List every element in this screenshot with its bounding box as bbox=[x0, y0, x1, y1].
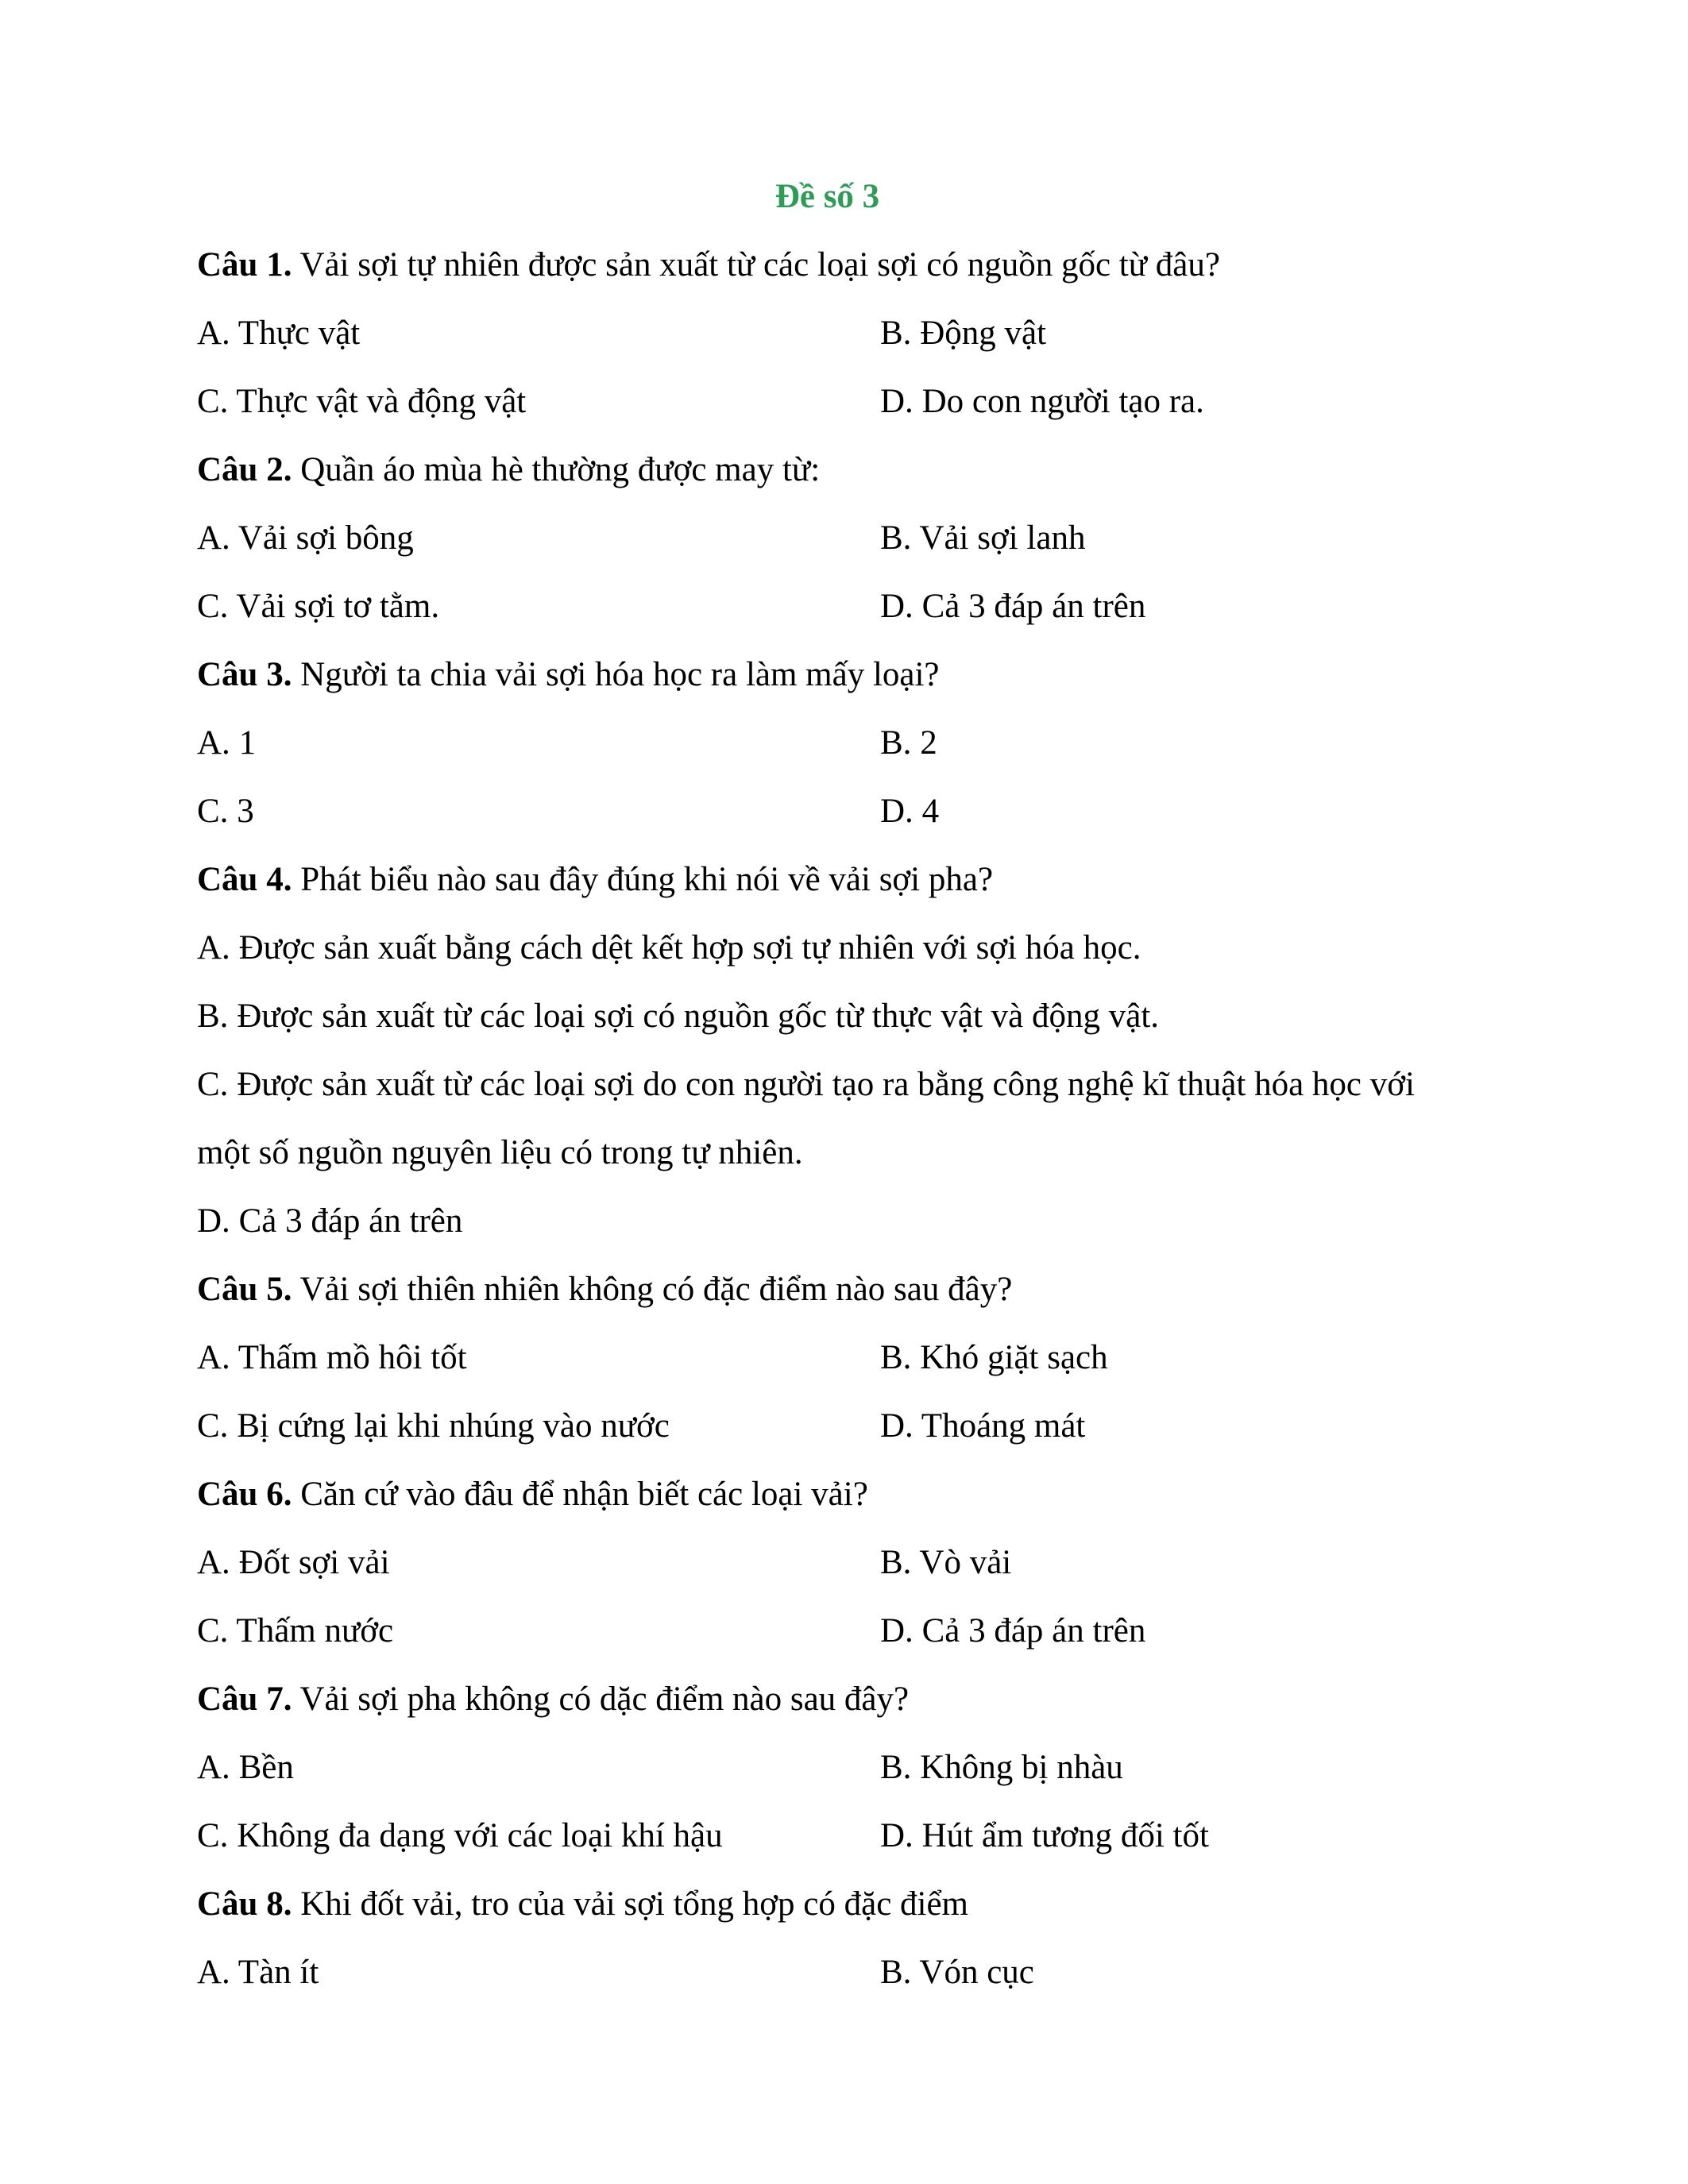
option bbox=[880, 1802, 1458, 1870]
question-number: Câu 6. bbox=[197, 1476, 292, 1513]
option-text: Cả 3 đáp án trên bbox=[921, 588, 1146, 625]
option-label: C. bbox=[197, 1612, 229, 1650]
option-text: Vò vải bbox=[919, 1544, 1012, 1581]
option bbox=[880, 504, 1458, 573]
options-row bbox=[197, 1939, 1458, 2007]
option-text: Bị cứng lại khi nhúng vào nước bbox=[237, 1407, 670, 1445]
option-label: B. bbox=[880, 1544, 912, 1581]
option-label: D. bbox=[880, 1817, 914, 1854]
option-label: B. bbox=[880, 724, 912, 762]
option-label: A. bbox=[197, 1749, 230, 1786]
option-label: C. bbox=[197, 793, 229, 830]
options-row bbox=[197, 1734, 1458, 1802]
question-block bbox=[197, 1665, 1458, 1870]
option-text: Được sản xuất bằng cách dệt kết hợp sợi tự nhiên với sợi hóa học. bbox=[238, 929, 1141, 967]
question-number: Câu 1. bbox=[197, 246, 292, 284]
question-line bbox=[197, 436, 1458, 504]
option bbox=[880, 368, 1458, 436]
option bbox=[880, 299, 1458, 368]
option-label: D. bbox=[880, 1612, 914, 1650]
option-label: A. bbox=[197, 519, 230, 557]
option-text: Thực vật bbox=[238, 314, 361, 352]
option-label: C. bbox=[197, 1066, 229, 1103]
option-text: 1 bbox=[238, 724, 257, 762]
option-text: Không bị nhàu bbox=[920, 1749, 1123, 1786]
option-label: B. bbox=[880, 1954, 912, 1991]
option-label: A. bbox=[197, 1954, 230, 1991]
options-row bbox=[197, 1324, 1458, 1392]
question-text: Vải sợi tự nhiên được sản xuất từ các loại sợi có nguồn gốc từ đâu? bbox=[299, 246, 1220, 284]
options-row bbox=[197, 1529, 1458, 1597]
option-text: Bền bbox=[238, 1749, 294, 1786]
option-text: Thoáng mát bbox=[921, 1407, 1086, 1445]
option-label: C. bbox=[197, 383, 229, 420]
option bbox=[197, 1939, 880, 2007]
option bbox=[197, 982, 1436, 1051]
option bbox=[197, 1734, 880, 1802]
option-text: Động vật bbox=[920, 314, 1047, 352]
question-block bbox=[197, 436, 1458, 641]
option bbox=[197, 1529, 880, 1597]
question-number: Câu 3. bbox=[197, 656, 292, 693]
option bbox=[197, 299, 880, 368]
option-text: Cả 3 đáp án trên bbox=[238, 1202, 463, 1240]
question-block bbox=[197, 231, 1458, 436]
option-text: Không đa dạng với các loại khí hậu bbox=[237, 1817, 723, 1854]
question-line bbox=[197, 1461, 1458, 1529]
question-text: Vải sợi thiên nhiên không có đặc điểm nào sau đây? bbox=[299, 1271, 1013, 1308]
option-text: Được sản xuất từ các loại sợi có nguồn gốc từ thực vật và động vật. bbox=[237, 997, 1160, 1035]
option bbox=[197, 1051, 1436, 1187]
question-line bbox=[197, 641, 1458, 709]
question-text: Quần áo mùa hè thường được may từ: bbox=[300, 451, 821, 488]
options-row bbox=[197, 1802, 1458, 1870]
questions-container bbox=[197, 231, 1458, 2007]
option-text: Khó giặt sạch bbox=[920, 1339, 1108, 1376]
option-label: A. bbox=[197, 314, 230, 352]
option-text: Do con người tạo ra. bbox=[921, 383, 1204, 420]
option-text: Vải sợi lanh bbox=[919, 519, 1086, 557]
option-text: Được sản xuất từ các loại sợi do con người tạo ra bằng công nghệ kĩ thuật hóa học với một số nguồn nguyên liệu có trong tự nhiên. bbox=[197, 1066, 1415, 1171]
option-text: Thực vật và động vật bbox=[236, 383, 527, 420]
options-row bbox=[197, 1597, 1458, 1665]
question-block bbox=[197, 846, 1458, 1256]
option bbox=[880, 709, 1458, 778]
question-number: Câu 8. bbox=[197, 1885, 292, 1923]
option-label: B. bbox=[880, 519, 912, 557]
option-label: B. bbox=[880, 1339, 912, 1376]
option-label: A. bbox=[197, 1544, 230, 1581]
question-block bbox=[197, 1256, 1458, 1461]
question-line bbox=[197, 1665, 1458, 1734]
option bbox=[197, 914, 1436, 982]
option bbox=[880, 1529, 1458, 1597]
option-label: B. bbox=[197, 997, 229, 1035]
question-line bbox=[197, 846, 1458, 914]
option bbox=[880, 1597, 1458, 1665]
options-row bbox=[197, 504, 1458, 573]
option bbox=[880, 1939, 1458, 2007]
question-text: Căn cứ vào đâu để nhận biết các loại vải? bbox=[300, 1476, 868, 1513]
option-text: Vải sợi bông bbox=[238, 519, 414, 557]
option-text: Đốt sợi vải bbox=[238, 1544, 390, 1581]
question-block bbox=[197, 1870, 1458, 2007]
option bbox=[880, 1734, 1458, 1802]
option-label: D. bbox=[880, 1407, 914, 1445]
option-text: Tàn ít bbox=[238, 1954, 319, 1991]
question-line bbox=[197, 231, 1458, 299]
question-block bbox=[197, 1461, 1458, 1665]
question-block bbox=[197, 641, 1458, 846]
option-label: D. bbox=[197, 1202, 230, 1240]
option bbox=[880, 573, 1458, 641]
option-label: D. bbox=[880, 588, 914, 625]
option bbox=[197, 368, 880, 436]
question-number: Câu 7. bbox=[197, 1680, 292, 1718]
option-label: B. bbox=[880, 1749, 912, 1786]
option-label: A. bbox=[197, 724, 230, 762]
option-text: Cả 3 đáp án trên bbox=[921, 1612, 1146, 1650]
question-text: Khi đốt vải, tro của vải sợi tổng hợp có đặc điểm bbox=[300, 1885, 969, 1923]
option-text: 3 bbox=[237, 793, 254, 830]
option-text: 2 bbox=[920, 724, 937, 762]
options-row bbox=[197, 299, 1458, 368]
option-text: 4 bbox=[921, 793, 940, 830]
option bbox=[197, 1597, 880, 1665]
option-text: Hút ẩm tương đối tốt bbox=[921, 1817, 1209, 1854]
options-row bbox=[197, 709, 1458, 778]
option-text: Thấm nước bbox=[236, 1612, 394, 1650]
option bbox=[197, 1187, 1436, 1256]
option-text: Vón cục bbox=[919, 1954, 1034, 1991]
option bbox=[880, 1324, 1458, 1392]
question-line bbox=[197, 1870, 1458, 1939]
option bbox=[197, 1324, 880, 1392]
question-text: Vải sợi pha không có dặc điểm nào sau đây? bbox=[299, 1680, 910, 1718]
option bbox=[197, 709, 880, 778]
option-label: A. bbox=[197, 1339, 230, 1376]
options-row bbox=[197, 778, 1458, 846]
question-line bbox=[197, 1256, 1458, 1324]
option bbox=[197, 573, 880, 641]
option bbox=[197, 504, 880, 573]
option bbox=[197, 1392, 880, 1461]
option-label: C. bbox=[197, 588, 229, 625]
question-number: Câu 5. bbox=[197, 1271, 292, 1308]
options-row bbox=[197, 573, 1458, 641]
question-text: Người ta chia vải sợi hóa học ra làm mấy loại? bbox=[300, 656, 940, 693]
options-row bbox=[197, 368, 1458, 436]
option-label: D. bbox=[880, 383, 914, 420]
option bbox=[197, 1802, 880, 1870]
option-label: C. bbox=[197, 1407, 229, 1445]
option-text: Vải sợi tơ tằm. bbox=[236, 588, 440, 625]
question-number: Câu 2. bbox=[197, 451, 292, 488]
options-row bbox=[197, 1392, 1458, 1461]
option-label: D. bbox=[880, 793, 914, 830]
option-text: Thấm mồ hôi tốt bbox=[238, 1339, 467, 1376]
option bbox=[880, 1392, 1458, 1461]
option bbox=[880, 778, 1458, 846]
question-number: Câu 4. bbox=[197, 861, 292, 898]
option bbox=[197, 778, 880, 846]
option-label: B. bbox=[880, 314, 912, 352]
option-label: C. bbox=[197, 1817, 229, 1854]
question-text: Phát biểu nào sau đây đúng khi nói về vải sợi pha? bbox=[300, 861, 994, 898]
document-title: Đề số 3 bbox=[774, 178, 880, 215]
option-label: A. bbox=[197, 929, 230, 967]
